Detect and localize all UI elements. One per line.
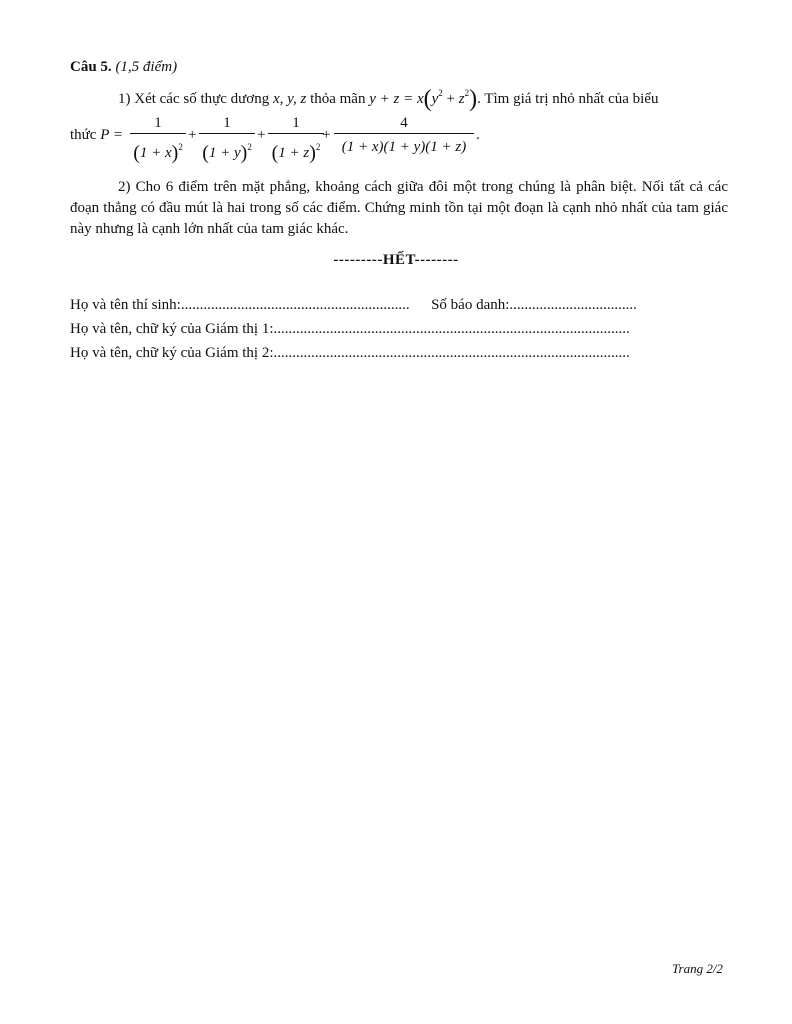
candidate-id: Số báo danh:.................................. [431,297,637,313]
examiner2-line: Họ và tên, chữ ký của Giám thị 2:............................................................................................... [70,345,630,361]
equation-lhs: y + z = x [369,91,424,107]
fraction-2-numerator: 1 [223,115,231,131]
end-marker: ---------HẾT-------- [333,252,459,268]
fraction-3 [268,113,324,164]
expression-p: thức P = 1 $(1 + x)^2$ + 1 $(1 + y)^2$ + 1 $(1 + z)^2$ + 4 (1 + x)(1 + y)(1 + z) . [70,115,480,164]
question-heading [70,59,177,76]
question-points: (1,5 điểm) [115,59,178,75]
fraction-3-numerator: 1 [292,115,300,131]
candidate-name: Họ và tên thí sinh:............................................................. [70,297,410,313]
fraction-2-denominator: $(1 + y)^2$ [202,142,252,164]
fraction-4-denominator: (1 + x)(1 + y)(1 + z) [341,139,467,155]
p-label: P = [100,127,123,143]
fraction-1-numerator: 1 [154,115,162,131]
part2-text: 2) Cho 6 điểm trên mặt phẳng, khoảng cách giữa đôi một trong chúng là phân biệt. Nối tất cả các đoạn thẳng có đầu mút là hai trong số các điểm. Chứng minh tồn tại một đoạn là cạnh nhỏ nhất của tam giác này nhưng là cạnh lớn nhất của tam giác khác. [70,179,728,237]
question-label: Câu 5. [70,59,112,75]
part1-suffix: . Tìm giá trị nhỏ nhất của biểu [477,91,659,107]
page-number: Trang 2/2 [672,961,723,976]
examiner1-line: Họ và tên, chữ ký của Giám thị 1:............................................................................................... [70,321,630,337]
fraction-2 [199,113,255,164]
thuc-label: thức P = [70,127,123,143]
part1-vars: x, y, z [272,91,307,107]
fraction-3-denominator: $(1 + z)^2$ [271,142,321,164]
fraction-4 [334,113,474,158]
part1-statement [118,87,658,111]
candidate-name-line [70,297,637,314]
part1-condition-word: thỏa mãn [310,91,366,107]
fraction-1-denominator: $(1 + x)^2$ [133,142,183,164]
fraction-1 [130,113,186,164]
part1-prefix: 1) Xét các số thực dương [118,91,270,107]
part1-equation: $y + z = x(y^2 + z^2)$ [369,86,478,112]
fraction-4-numerator: 4 [400,115,408,131]
